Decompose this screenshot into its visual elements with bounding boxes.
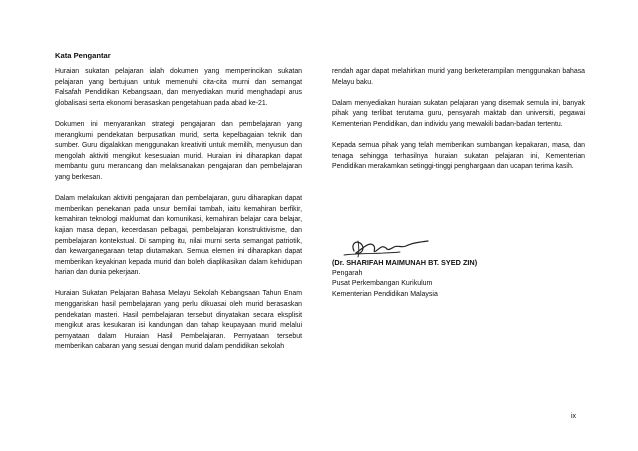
page-number: ix xyxy=(571,413,577,420)
signatory-ministry: Kementerian Pendidikan Malaysia xyxy=(332,290,438,298)
paragraph-acknowledgement: Kepada semua pihak yang telah memberikan sumbangan kepakaran, masa, dan tenaga sehingga terhasilnya huraian sukatan pelajaran ini, Kementerian Pendidikan merakamkan setinggi-tinggi penghargaan dan ucapan terima kasih. xyxy=(332,142,585,171)
paragraph-activities: Dalam melakukan aktiviti pengajaran dan pembelajaran, guru diharapkan dapat memberikan penekanan pada unsur bernilai tambah, iaitu kemahiran berfikir, kemahiran teknologi maklumat dan komunikasi, kemahiran belajar cara belajar, kajian masa depan, kecerdasan pelbagai, pembelajaran konstruktivisme, dan pembelajaran kontekstual. Di samping itu, nilai murni serta semangat patriotik, dan kewarganegaraan tetap diutamakan. Semua elemen ini diharapkan dapat memberikan keyakinan kepada murid dan boleh diaplikasikan dalam kehidupan harian dan dunia pekerjaan. xyxy=(55,195,302,277)
paragraph-strategy: Dokumen ini menyarankan strategi pengajaran dan pembelajaran yang merangkumi pendekatan berpusatkan murid, serta kepelbagaian teknik dan sumber. Guru digalakkan menggunakan kreativiti untuk memilih, menyusun dan mengolah aktiviti mengikut kesesuaian murid. Huraian ini diharapkan dapat membantu guru merancang dan melaksanakan pengajaran dan pembelajaran yang berkesan. xyxy=(55,120,302,181)
signatory-name: (Dr. SHARIFAH MAIMUNAH BT. SYED ZIN) xyxy=(332,258,478,267)
paragraph-continuation: rendah agar dapat melahirkan murid yang berketerampilan menggunakan bahasa Melayu baku. xyxy=(332,68,585,86)
paragraph-contributors: Dalam menyediakan huraian sukatan pelajaran yang disemak semula ini, banyak pihak yang terlibat terutama guru, pensyarah maktab dan universiti, pegawai Kementerian Pendidikan, dan individu yang mewakili badan-badan tertentu. xyxy=(332,99,585,128)
left-column xyxy=(55,67,302,353)
signatory-department: Pusat Perkembangan Kurikulum xyxy=(332,280,433,287)
signatory-title: Pengarah xyxy=(332,269,363,277)
paragraph-syllabus: Huraian Sukatan Pelajaran Bahasa Melayu Sekolah Kebangsaan Tahun Enam menggariskan hasil pembelajaran yang perlu dikuasai oleh murid berasaskan pendekatan masteri. Hasil pembelajaran tersebut dinyatakan secara eksplisit mengikut aras kesukaran isi kandungan dan tahap keupayaan murid melalui pernyataan dalam Huraian Hasil Pembelajaran. Pernyataan tersebut memberikan cabaran yang sesuai dengan murid dalam pendidikan sekolah xyxy=(55,290,302,351)
right-column xyxy=(332,67,585,173)
paragraph-intro: Huraian sukatan pelajaran ialah dokumen yang memperincikan sukatan pelajaran yang bertujuan untuk memenuhi cita-cita murni dan semangat Falsafah Pendidikan Kebangsaan, dan menyediakan murid menghadapi arus globalisasi serta ekonomi berasaskan pengetahuan pada abad ke-21. xyxy=(55,68,302,107)
signature-block xyxy=(332,258,477,300)
page-heading: Kata Pengantar xyxy=(55,51,111,60)
